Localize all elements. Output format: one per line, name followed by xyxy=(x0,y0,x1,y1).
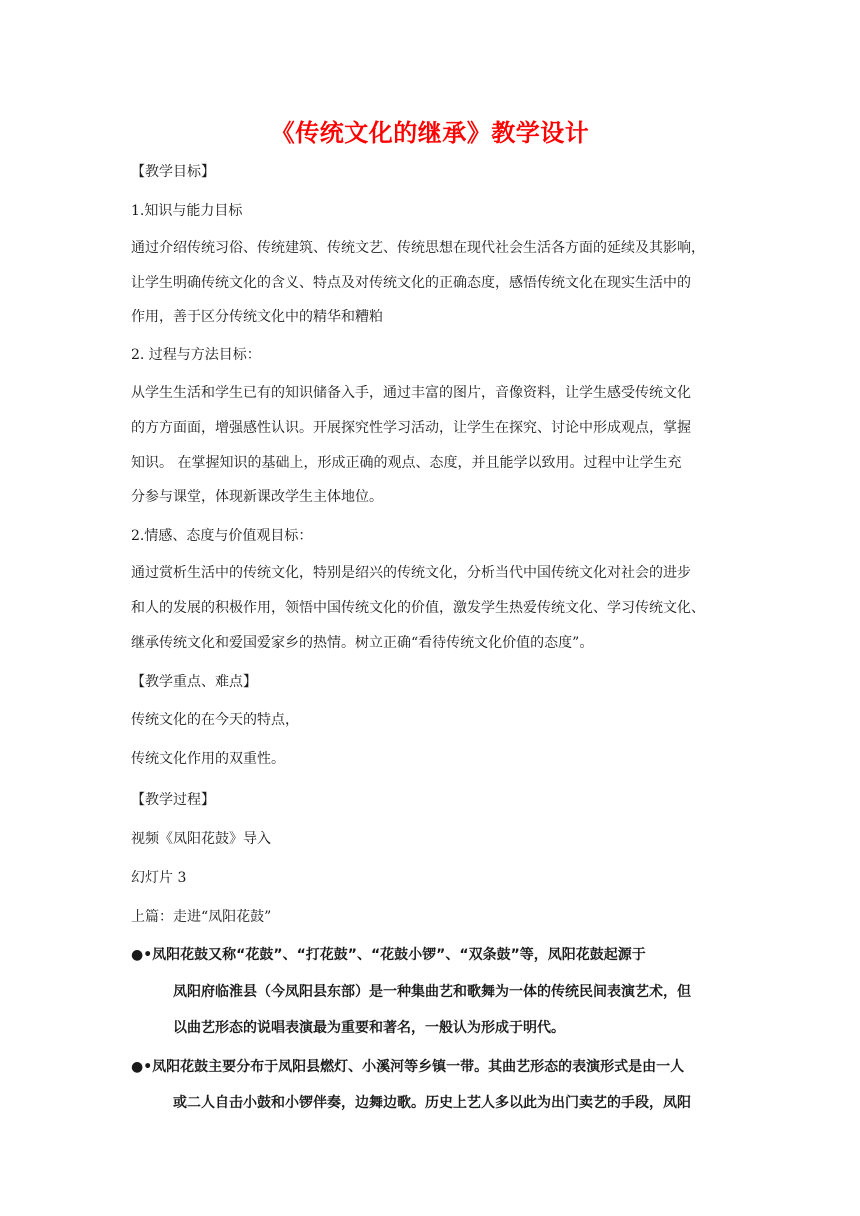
paragraph-line: 通过介绍传统习俗、传统建筑、传统文艺、传统思想在现代社会生活各方面的延续及其影响， xyxy=(131,240,705,256)
bullet-line: 凤阳府临淮县（今凤阳县东部）是一种集曲艺和歌舞为一体的传统民间表演艺术，但 xyxy=(173,984,691,1000)
bullet-line: ●•凤阳花鼓主要分布于凤阳县燃灯、小溪河等乡镇一带。其曲艺形态的表演形式是由一人 xyxy=(131,1059,685,1075)
key-point-line: 传统文化的在今天的特点， xyxy=(131,712,299,728)
section-heading-goals: 【教学目标】 xyxy=(131,164,215,180)
paragraph-line: 和人的发展的积极作用，领悟中国传统文化的价值，激发学生热爱传统文化、学习传统文化、 xyxy=(131,600,705,616)
key-point-line: 传统文化作用的双重性。 xyxy=(131,751,285,767)
paragraph-line: 作用，善于区分传统文化中的精华和糟粕 xyxy=(131,309,383,325)
bullet-line: 以曲艺形态的说唱表演最为重要和著名，一般认为形成于明代。 xyxy=(173,1020,565,1036)
paragraph-line: 分参与课堂，体现新课改学生主体地位。 xyxy=(131,489,383,505)
process-line: 视频《凤阳花鼓》导入 xyxy=(131,831,271,847)
paragraph-line: 知识。 在掌握知识的基础上，形成正确的观点、态度，并且能学以致用。过程中让学生充 xyxy=(131,455,682,471)
paragraph-line: 通过赏析生活中的传统文化，特别是绍兴的传统文化，分析当代中国传统文化对社会的进步 xyxy=(131,565,691,581)
goal2-title: 2. 过程与方法目标： xyxy=(131,347,261,363)
section-heading-key-points: 【教学重点、难点】 xyxy=(131,674,257,690)
process-line: 幻灯片 3 xyxy=(131,870,187,886)
paragraph-line: 继承传统文化和爱国爱家乡的热情。树立正确“看待传统文化价值的态度”。 xyxy=(131,635,594,651)
process-line: 上篇：走进“凤阳花鼓” xyxy=(131,909,272,925)
bullet-line: ●•凤阳花鼓又称“花鼓”、“打花鼓”、“花鼓小锣”、“双条鼓”等，凤阳花鼓起源于 xyxy=(131,947,646,963)
document-title: 《传统文化的继承》教学设计 xyxy=(270,119,590,147)
section-heading-process: 【教学过程】 xyxy=(131,792,215,808)
paragraph-line: 让学生明确传统文化的含义、特点及对传统文化的正确态度，感悟传统文化在现实生活中的 xyxy=(131,275,691,291)
goal3-title: 2.情感、态度与价值观目标： xyxy=(131,528,313,544)
paragraph-line: 从学生生活和学生已有的知识储备入手，通过丰富的图片，音像资料，让学生感受传统文化 xyxy=(131,385,691,401)
bullet-line: 或二人自击小鼓和小锣伴奏，边舞边歌。历史上艺人多以此为出门卖艺的手段，凤阳 xyxy=(173,1095,691,1111)
goal1-title: 1.知识与能力目标 xyxy=(131,203,243,219)
paragraph-line: 的方方面面，增强感性认识。开展探究性学习活动，让学生在探究、讨论中形成观点，掌握 xyxy=(131,420,691,436)
